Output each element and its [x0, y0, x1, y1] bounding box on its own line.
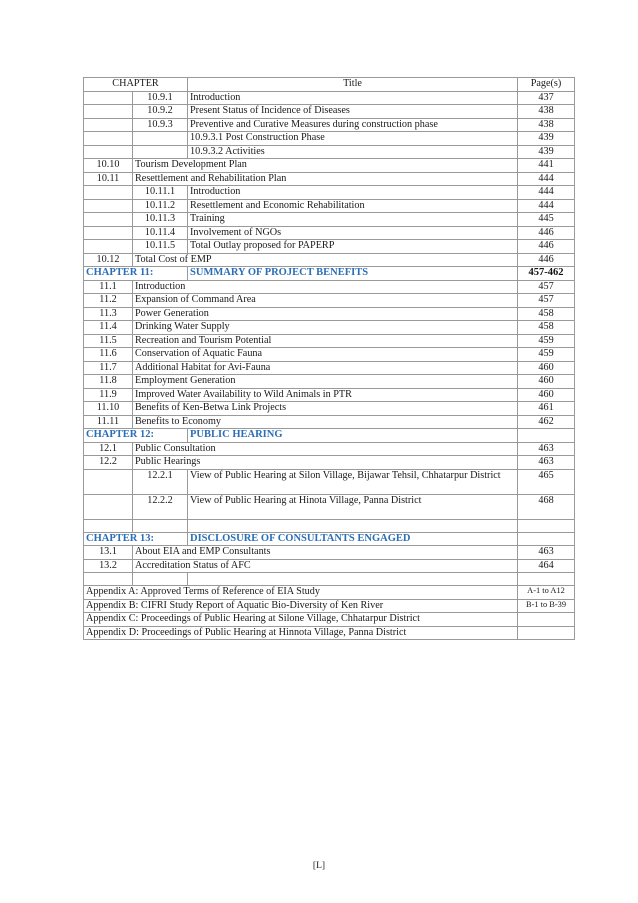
subsection-title: 10.9.3.2 Activities: [188, 145, 518, 159]
table-row: [84, 494, 575, 519]
subsection-number: 10.11.4: [133, 226, 188, 240]
section-title: Introduction: [133, 280, 518, 294]
indent-cell: [84, 199, 133, 213]
indent-cell: [84, 240, 133, 254]
subsection-number: [133, 145, 188, 159]
appendix-title: Appendix C: Proceedings of Public Hearing at Silone Village, Chhatarpur District: [84, 613, 518, 627]
indent-cell: [84, 213, 133, 227]
chapter-pages: [518, 429, 575, 443]
chapter-pages: 457-462: [518, 267, 575, 281]
subsection-number: [133, 132, 188, 146]
appendix-pages: A-1 to A12: [518, 586, 575, 600]
section-number: 11.1: [84, 280, 133, 294]
section-title: Total Cost of EMP: [133, 253, 518, 267]
section-number: 11.5: [84, 334, 133, 348]
blank-cell: [84, 519, 133, 532]
section-title: Resettlement and Rehabilitation Plan: [133, 172, 518, 186]
subsection-title: View of Public Hearing at Hinota Village, Panna District: [188, 494, 518, 519]
table-row: [84, 375, 575, 389]
table-row: [84, 226, 575, 240]
section-number: 11.7: [84, 361, 133, 375]
subsection-title: View of Public Hearing at Silon Village, Bijawar Tehsil, Chhatarpur District: [188, 469, 518, 494]
subsection-number: 10.9.1: [133, 91, 188, 105]
indent-cell: [84, 91, 133, 105]
blank-cell: [133, 573, 188, 586]
table-row: [84, 186, 575, 200]
subsection-title: Training: [188, 213, 518, 227]
table-row: [84, 253, 575, 267]
table-row: [84, 145, 575, 159]
table-row: [84, 321, 575, 335]
section-title: Recreation and Tourism Potential: [133, 334, 518, 348]
section-number: 12.1: [84, 442, 133, 456]
table-row: [84, 132, 575, 146]
section-pages: 459: [518, 348, 575, 362]
table-row: [84, 199, 575, 213]
section-pages: 458: [518, 321, 575, 335]
section-pages: 463: [518, 456, 575, 470]
chapter-number: CHAPTER 13:: [84, 532, 188, 546]
section-title: Additional Habitat for Avi-Fauna: [133, 361, 518, 375]
chapter-pages: [518, 532, 575, 546]
subsection-pages: 438: [518, 118, 575, 132]
section-number: 11.11: [84, 415, 133, 429]
chapter-title: PUBLIC HEARING: [188, 429, 518, 443]
section-pages: 458: [518, 307, 575, 321]
section-title: Employment Generation: [133, 375, 518, 389]
section-title: Expansion of Command Area: [133, 294, 518, 308]
subsection-number: 10.11.5: [133, 240, 188, 254]
indent-cell: [84, 105, 133, 119]
section-title: Public Consultation: [133, 442, 518, 456]
table-row: [84, 469, 575, 494]
section-pages: 463: [518, 442, 575, 456]
section-number: 11.2: [84, 294, 133, 308]
section-title: Power Generation: [133, 307, 518, 321]
subsection-pages: 437: [518, 91, 575, 105]
indent-cell: [84, 494, 133, 519]
appendix-title: Appendix B: CIFRI Study Report of Aquatic Bio-Diversity of Ken River: [84, 599, 518, 613]
subsection-pages: 468: [518, 494, 575, 519]
section-number: 10.10: [84, 159, 133, 173]
section-title: Conservation of Aquatic Fauna: [133, 348, 518, 362]
section-pages: 446: [518, 253, 575, 267]
section-pages: 459: [518, 334, 575, 348]
table-row: [84, 334, 575, 348]
subsection-number: 10.11.2: [133, 199, 188, 213]
section-pages: 457: [518, 280, 575, 294]
table-row: [84, 626, 575, 640]
section-pages: 463: [518, 546, 575, 560]
section-number: 11.4: [84, 321, 133, 335]
blank-cell: [188, 573, 518, 586]
subsection-pages: 438: [518, 105, 575, 119]
appendix-pages: B-1 to B-39: [518, 599, 575, 613]
section-number: 12.2: [84, 456, 133, 470]
section-pages: 461: [518, 402, 575, 416]
header-chapter: CHAPTER: [84, 78, 188, 92]
blank-cell: [518, 519, 575, 532]
section-number: 11.10: [84, 402, 133, 416]
section-title: Tourism Development Plan: [133, 159, 518, 173]
table-row: [84, 267, 575, 281]
subsection-pages: 446: [518, 240, 575, 254]
subsection-pages: 465: [518, 469, 575, 494]
section-number: 11.9: [84, 388, 133, 402]
blank-cell: [133, 519, 188, 532]
table-row: [84, 442, 575, 456]
table-row: [84, 456, 575, 470]
appendix-pages: [518, 626, 575, 640]
table-row: [84, 280, 575, 294]
table-row: [84, 613, 575, 627]
section-number: 10.12: [84, 253, 133, 267]
indent-cell: [84, 226, 133, 240]
chapter-number: CHAPTER 12:: [84, 429, 188, 443]
subsection-title: Involvement of NGOs: [188, 226, 518, 240]
table-row: [84, 294, 575, 308]
table-row: [84, 415, 575, 429]
section-pages: 457: [518, 294, 575, 308]
subsection-number: 12.2.2: [133, 494, 188, 519]
table-row: [84, 532, 575, 546]
section-number: 10.11: [84, 172, 133, 186]
table-row: [84, 599, 575, 613]
table-row: [84, 159, 575, 173]
table-row: [84, 307, 575, 321]
subsection-pages: 439: [518, 132, 575, 146]
subsection-pages: 439: [518, 145, 575, 159]
subsection-number: 10.9.2: [133, 105, 188, 119]
header-title: Title: [188, 78, 518, 92]
subsection-title: Resettlement and Economic Rehabilitation: [188, 199, 518, 213]
table-row: [84, 348, 575, 362]
section-number: 13.1: [84, 546, 133, 560]
header-pages: Page(s): [518, 78, 575, 92]
indent-cell: [84, 469, 133, 494]
section-pages: 441: [518, 159, 575, 173]
section-pages: 464: [518, 559, 575, 573]
section-number: 13.2: [84, 559, 133, 573]
subsection-title: Preventive and Curative Measures during construction phase: [188, 118, 518, 132]
section-number: 11.6: [84, 348, 133, 362]
subsection-number: 12.2.1: [133, 469, 188, 494]
blank-cell: [518, 573, 575, 586]
subsection-title: Introduction: [188, 91, 518, 105]
table-row: [84, 586, 575, 600]
subsection-title: 10.9.3.1 Post Construction Phase: [188, 132, 518, 146]
section-title: About EIA and EMP Consultants: [133, 546, 518, 560]
section-title: Benefits to Economy: [133, 415, 518, 429]
table-row: [84, 402, 575, 416]
table-row: [84, 429, 575, 443]
table-row: [84, 105, 575, 119]
subsection-pages: 444: [518, 186, 575, 200]
table-header: [84, 78, 575, 92]
indent-cell: [84, 118, 133, 132]
blank-cell: [84, 573, 133, 586]
appendix-title: Appendix D: Proceedings of Public Hearing at Hinnota Village, Panna District: [84, 626, 518, 640]
blank-cell: [188, 519, 518, 532]
spacer-row: [84, 519, 575, 532]
table-row: [84, 388, 575, 402]
section-title: Improved Water Availability to Wild Animals in PTR: [133, 388, 518, 402]
table-row: [84, 118, 575, 132]
subsection-title: Introduction: [188, 186, 518, 200]
indent-cell: [84, 132, 133, 146]
section-title: Benefits of Ken-Betwa Link Projects: [133, 402, 518, 416]
section-pages: 460: [518, 388, 575, 402]
subsection-pages: 446: [518, 226, 575, 240]
section-title: Public Hearings: [133, 456, 518, 470]
indent-cell: [84, 145, 133, 159]
subsection-pages: 444: [518, 199, 575, 213]
table-row: [84, 213, 575, 227]
toc-body: [84, 78, 575, 640]
section-pages: 460: [518, 361, 575, 375]
section-pages: 444: [518, 172, 575, 186]
table-row: [84, 240, 575, 254]
section-title: Accreditation Status of AFC: [133, 559, 518, 573]
subsection-number: 10.11.1: [133, 186, 188, 200]
section-pages: 460: [518, 375, 575, 389]
section-title: Drinking Water Supply: [133, 321, 518, 335]
subsection-number: 10.11.3: [133, 213, 188, 227]
appendix-title: Appendix A: Approved Terms of Reference of EIA Study: [84, 586, 518, 600]
subsection-title: Total Outlay proposed for PAPERP: [188, 240, 518, 254]
indent-cell: [84, 186, 133, 200]
chapter-number: CHAPTER 11:: [84, 267, 188, 281]
subsection-pages: 445: [518, 213, 575, 227]
section-number: 11.3: [84, 307, 133, 321]
table-row: [84, 559, 575, 573]
table-of-contents: [83, 77, 575, 640]
appendix-pages: [518, 613, 575, 627]
chapter-title: DISCLOSURE OF CONSULTANTS ENGAGED: [188, 532, 518, 546]
section-pages: 462: [518, 415, 575, 429]
chapter-title: SUMMARY OF PROJECT BENEFITS: [188, 267, 518, 281]
table-row: [84, 91, 575, 105]
section-number: 11.8: [84, 375, 133, 389]
table-row: [84, 361, 575, 375]
page-number: [L]: [312, 861, 326, 871]
table-row: [84, 546, 575, 560]
table-row: [84, 573, 575, 586]
subsection-number: 10.9.3: [133, 118, 188, 132]
subsection-title: Present Status of Incidence of Diseases: [188, 105, 518, 119]
table-row: [84, 172, 575, 186]
